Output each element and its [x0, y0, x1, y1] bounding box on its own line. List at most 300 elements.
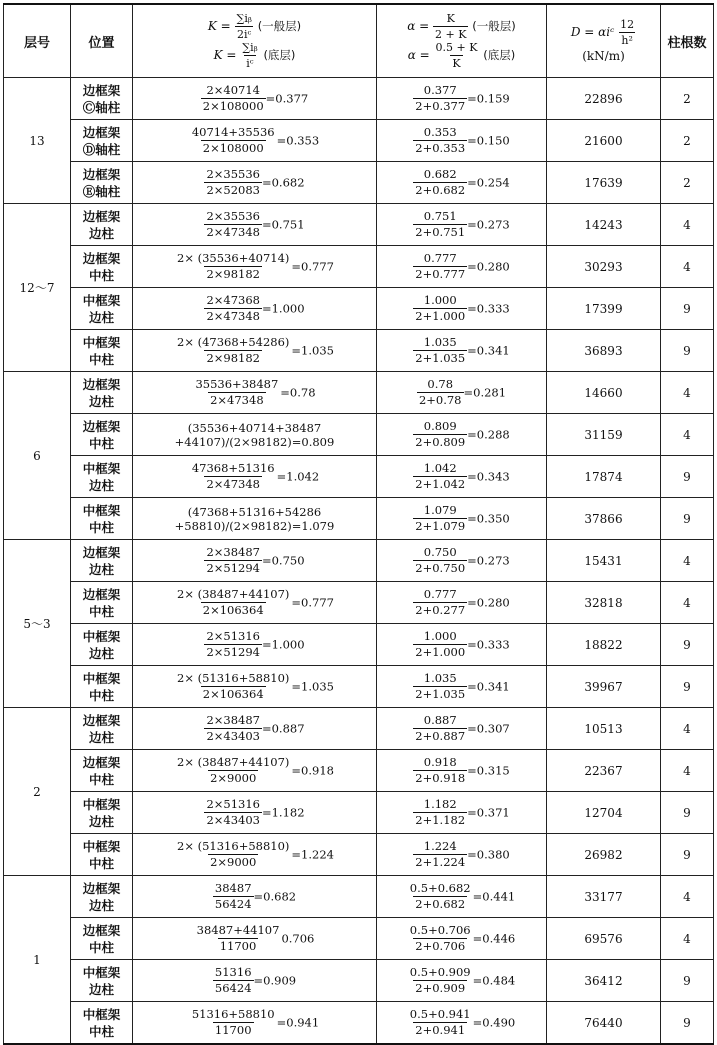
alpha-value: =0.350	[467, 511, 510, 526]
alpha-denominator: 2+0.909	[415, 981, 466, 995]
alpha-numerator: 0.5+0.941	[409, 1007, 471, 1021]
alpha-fraction	[413, 840, 467, 869]
k-value: =0.777	[291, 259, 334, 274]
k-cell	[133, 288, 377, 330]
position-column: 边柱	[88, 561, 114, 577]
alpha-cell	[377, 876, 547, 918]
k-denominator: 2×106364	[202, 687, 264, 701]
k-value: =0.78	[280, 385, 316, 400]
position-cell	[71, 792, 133, 834]
k-numerator: 2× (51316+58810)	[177, 671, 290, 685]
k-cell	[133, 414, 377, 456]
alpha-value: =0.288	[467, 427, 510, 442]
k-fraction	[195, 924, 282, 953]
header-position: 位置	[71, 4, 133, 78]
k-value: =0.887	[261, 721, 305, 736]
alpha-fraction	[408, 924, 473, 953]
alpha-numerator: 0.777	[423, 251, 457, 265]
position-column: 边柱	[88, 813, 114, 829]
alpha-value: =0.315	[467, 763, 510, 778]
d-value-cell: 31159	[547, 414, 661, 456]
d-value-cell: 12704	[547, 792, 661, 834]
column-count-cell: 9	[661, 792, 714, 834]
k-numerator: 2×40714	[206, 83, 260, 97]
k-denominator: 56424	[214, 897, 252, 911]
position-frame: 边框架	[82, 124, 121, 140]
k-value: =0.353	[276, 133, 320, 148]
alpha-denominator: 2+1.000	[415, 309, 466, 323]
position-column: 中柱	[88, 855, 114, 871]
alpha-fraction	[413, 588, 467, 617]
position-frame: 边框架	[82, 922, 121, 938]
alpha-cell	[377, 120, 547, 162]
alpha-numerator: 0.682	[423, 167, 457, 181]
alpha-fraction	[408, 1008, 473, 1037]
column-count-cell: 4	[661, 204, 714, 246]
position-column: Ⓔ轴柱	[82, 183, 121, 199]
alpha-cell	[377, 498, 547, 540]
alpha-denominator: 2+1.042	[415, 477, 466, 491]
d-value-cell: 76440	[547, 1002, 661, 1045]
d-value-cell: 32818	[547, 582, 661, 624]
k-line-1: (47368+51316+54286	[187, 504, 322, 519]
k-fraction	[190, 126, 277, 155]
alpha-value: =0.307	[467, 721, 510, 736]
table-row	[4, 792, 714, 834]
k-fraction	[204, 546, 262, 575]
alpha-denominator: 2+0.750	[415, 561, 466, 575]
alpha-numerator: 0.5+0.706	[409, 923, 471, 937]
k-value: =0.377	[265, 91, 309, 106]
k-numerator: 2×51316	[206, 629, 260, 643]
table-row	[4, 918, 714, 960]
position-cell	[71, 918, 133, 960]
position-frame: 中框架	[82, 628, 121, 644]
k-fraction	[204, 798, 262, 827]
position-cell	[71, 1002, 133, 1045]
header-level: 层号	[4, 4, 71, 78]
k-fraction	[204, 714, 262, 743]
k-value: =0.682	[261, 175, 305, 190]
k-numerator: 40714+35536	[191, 125, 275, 139]
table-row	[4, 78, 714, 120]
k-value: =0.918	[291, 763, 334, 778]
d-value-cell: 30293	[547, 246, 661, 288]
position-frame: 中框架	[82, 502, 121, 518]
position-frame: 边框架	[82, 208, 121, 224]
header-d-formula: D = αiᶜ $\frac{12}{\text{h²}}$ (kN/m)	[547, 4, 661, 78]
position-frame: 边框架	[82, 754, 121, 770]
k-cell	[133, 330, 377, 372]
d-value-cell: 69576	[547, 918, 661, 960]
level-cell: 1	[4, 876, 71, 1045]
position-column: 中柱	[88, 351, 114, 367]
alpha-denominator: 2+0.706	[415, 939, 466, 953]
position-column: 中柱	[88, 771, 114, 787]
k-value: =0.777	[291, 595, 334, 610]
alpha-denominator: 2+0.887	[415, 729, 466, 743]
position-frame: 中框架	[82, 334, 121, 350]
k-cell	[133, 708, 377, 750]
k-denominator: 2×108000	[202, 99, 264, 113]
d-value-cell: 14660	[547, 372, 661, 414]
d-value-cell: 39967	[547, 666, 661, 708]
alpha-cell	[377, 1002, 547, 1045]
level-cell: 6	[4, 372, 71, 540]
d-value-cell: 17639	[547, 162, 661, 204]
header-count: 柱根数	[661, 4, 714, 78]
column-count-cell: 9	[661, 666, 714, 708]
k-denominator: 2×47348	[206, 309, 260, 323]
alpha-value: =0.254	[467, 175, 510, 190]
alpha-fraction	[413, 210, 467, 239]
alpha-denominator: 2+0.751	[415, 225, 466, 239]
alpha-denominator: 2+0.353	[415, 141, 466, 155]
alpha-cell	[377, 708, 547, 750]
alpha-denominator: 2+0.809	[415, 435, 466, 449]
column-count-cell: 9	[661, 498, 714, 540]
alpha-cell	[377, 750, 547, 792]
alpha-fraction	[413, 294, 467, 323]
alpha-numerator: 0.750	[423, 545, 457, 559]
alpha-cell	[377, 162, 547, 204]
header-row	[4, 4, 714, 78]
k-numerator: 35536+38487	[195, 377, 279, 391]
k-value: =0.682	[253, 889, 297, 904]
k-value: =1.000	[261, 637, 305, 652]
alpha-value: =0.273	[467, 217, 510, 232]
position-frame: 中框架	[82, 838, 121, 854]
k-value: =0.941	[276, 1015, 320, 1030]
alpha-denominator: 2+1.079	[415, 519, 466, 533]
k-fraction	[204, 168, 262, 197]
position-column: 中柱	[88, 939, 114, 955]
position-cell	[71, 960, 133, 1002]
k-fraction	[175, 756, 291, 785]
alpha-denominator: 2+0.277	[415, 603, 466, 617]
position-frame: 边框架	[82, 166, 121, 182]
position-column: 中柱	[88, 435, 114, 451]
d-value-cell: 17399	[547, 288, 661, 330]
column-count-cell: 9	[661, 1002, 714, 1045]
k-fraction	[201, 84, 266, 113]
table-row	[4, 456, 714, 498]
alpha-value: =0.484	[472, 973, 516, 988]
table-row	[4, 624, 714, 666]
k-fraction	[204, 630, 262, 659]
alpha-fraction	[413, 714, 467, 743]
position-cell	[71, 666, 133, 708]
alpha-cell	[377, 960, 547, 1002]
d-value-cell: 22896	[547, 78, 661, 120]
position-column: 边柱	[88, 477, 114, 493]
d-value-cell: 18822	[547, 624, 661, 666]
position-column: 边柱	[88, 897, 114, 913]
position-cell	[71, 750, 133, 792]
alpha-numerator: 1.224	[423, 839, 457, 853]
table-row	[4, 876, 714, 918]
alpha-fraction	[413, 546, 467, 575]
column-count-cell: 2	[661, 78, 714, 120]
position-column: 边柱	[88, 981, 114, 997]
position-cell	[71, 834, 133, 876]
alpha-value: =0.343	[467, 469, 510, 484]
position-cell	[71, 540, 133, 582]
alpha-cell	[377, 540, 547, 582]
alpha-fraction	[413, 84, 467, 113]
position-frame: 中框架	[82, 796, 121, 812]
k-denominator: 56424	[214, 981, 252, 995]
column-count-cell: 4	[661, 246, 714, 288]
level-cell: 5～3	[4, 540, 71, 708]
position-cell	[71, 498, 133, 540]
k-value: =1.224	[291, 847, 334, 862]
position-frame: 边框架	[82, 82, 121, 98]
k-numerator: 2×35536	[206, 209, 260, 223]
position-frame: 中框架	[82, 1006, 121, 1022]
k-cell	[133, 498, 377, 540]
k-cell	[133, 918, 377, 960]
column-count-cell: 4	[661, 750, 714, 792]
position-frame: 边框架	[82, 586, 121, 602]
alpha-fraction	[408, 882, 473, 911]
k-line-2: +44107)/(2×98182)=0.809	[174, 434, 335, 449]
table-row	[4, 246, 714, 288]
alpha-numerator: 0.353	[423, 125, 457, 139]
k-denominator: 2×9000	[210, 771, 257, 785]
k-cell	[133, 246, 377, 288]
column-count-cell: 9	[661, 960, 714, 1002]
alpha-fraction	[408, 966, 473, 995]
position-cell	[71, 708, 133, 750]
column-count-cell: 4	[661, 708, 714, 750]
alpha-denominator: 2+1.224	[415, 855, 466, 869]
k-line-2: +58810)/(2×98182)=1.079	[174, 518, 335, 533]
alpha-numerator: 0.918	[423, 755, 457, 769]
table-row	[4, 288, 714, 330]
alpha-value: =0.273	[467, 553, 510, 568]
position-column: Ⓒ轴柱	[82, 99, 121, 115]
k-numerator: 47368+51316	[191, 461, 275, 475]
header-alpha-formula: α = $\frac{K}{2 + K}$ (一般层) α = $\frac{0.5 + K}{K}$ (底层)	[377, 4, 547, 78]
k-denominator: 2×108000	[202, 141, 264, 155]
k-cell	[133, 876, 377, 918]
k-denominator: 2×47348	[206, 477, 260, 491]
position-cell	[71, 246, 133, 288]
k-denominator: 2×43403	[206, 729, 260, 743]
d-value-cell: 22367	[547, 750, 661, 792]
k-denominator: 2×98182	[206, 351, 260, 365]
k-cell	[133, 372, 377, 414]
k-fraction	[190, 462, 277, 491]
position-column: 中柱	[88, 267, 114, 283]
k-cell	[133, 120, 377, 162]
table-row	[4, 330, 714, 372]
position-column: 边柱	[88, 393, 114, 409]
alpha-cell	[377, 792, 547, 834]
k-value: =0.909	[253, 973, 297, 988]
position-cell	[71, 372, 133, 414]
alpha-denominator: 2+1.182	[415, 813, 466, 827]
stiffness-table	[3, 3, 714, 1045]
column-count-cell: 4	[661, 918, 714, 960]
d-value-cell: 37866	[547, 498, 661, 540]
position-frame: 边框架	[82, 250, 121, 266]
d-value-cell: 15431	[547, 540, 661, 582]
table-row	[4, 666, 714, 708]
alpha-denominator: 2+0.918	[415, 771, 466, 785]
column-count-cell: 9	[661, 330, 714, 372]
column-count-cell: 4	[661, 540, 714, 582]
table-row	[4, 414, 714, 456]
alpha-numerator: 1.182	[423, 797, 457, 811]
k-denominator: 2×43403	[206, 813, 260, 827]
k-numerator: 2× (35536+40714)	[177, 251, 290, 265]
alpha-cell	[377, 918, 547, 960]
column-count-cell: 2	[661, 120, 714, 162]
column-count-cell: 2	[661, 162, 714, 204]
column-count-cell: 9	[661, 624, 714, 666]
level-cell: 2	[4, 708, 71, 876]
alpha-numerator: 0.377	[423, 83, 457, 97]
d-value-cell: 17874	[547, 456, 661, 498]
k-fraction	[193, 378, 280, 407]
position-column: 边柱	[88, 729, 114, 745]
d-value-cell: 10513	[547, 708, 661, 750]
alpha-denominator: 2+0.377	[415, 99, 466, 113]
alpha-value: =0.280	[467, 259, 510, 274]
k-fraction	[175, 840, 291, 869]
k-numerator: 2× (51316+58810)	[177, 839, 290, 853]
column-count-cell: 4	[661, 414, 714, 456]
k-cell	[133, 78, 377, 120]
k-cell	[133, 750, 377, 792]
k-numerator: 2× (38487+44107)	[177, 755, 290, 769]
header-k-formula: K = $\frac{\text{∑iᵦ}}{\text{2iᶜ}}$ (一般层) K = $\frac{\text{∑iᵦ}}{\text{iᶜ}}$ (底层)	[133, 4, 377, 78]
alpha-value: =0.371	[467, 805, 510, 820]
k-numerator: 2×38487	[206, 545, 260, 559]
k-fraction	[175, 336, 291, 365]
position-cell	[71, 624, 133, 666]
alpha-fraction	[413, 252, 467, 281]
alpha-value: =0.446	[472, 931, 516, 946]
position-column: 中柱	[88, 1023, 114, 1039]
alpha-cell	[377, 288, 547, 330]
alpha-value: =0.380	[467, 847, 510, 862]
position-cell	[71, 162, 133, 204]
alpha-numerator: 1.035	[423, 335, 457, 349]
alpha-cell	[377, 582, 547, 624]
k-fraction	[213, 882, 254, 911]
d-value-cell: 36412	[547, 960, 661, 1002]
k-numerator: 2×35536	[206, 167, 260, 181]
column-count-cell: 9	[661, 456, 714, 498]
alpha-value: =0.490	[472, 1015, 516, 1030]
alpha-cell	[377, 624, 547, 666]
table-row	[4, 540, 714, 582]
position-frame: 边框架	[82, 376, 121, 392]
position-frame: 中框架	[82, 964, 121, 980]
table-row	[4, 372, 714, 414]
k-cell	[133, 624, 377, 666]
k-value: =1.042	[276, 469, 320, 484]
k-fraction	[175, 672, 291, 701]
column-count-cell: 4	[661, 582, 714, 624]
k-fraction	[213, 966, 254, 995]
alpha-value: =0.341	[467, 679, 510, 694]
k-fraction	[190, 1008, 277, 1037]
table-row	[4, 498, 714, 540]
d-value-cell: 26982	[547, 834, 661, 876]
alpha-fraction	[413, 756, 467, 785]
position-frame: 边框架	[82, 544, 121, 560]
alpha-value: =0.150	[467, 133, 510, 148]
alpha-denominator: 2+0.682	[415, 183, 466, 197]
alpha-cell	[377, 414, 547, 456]
position-frame: 中框架	[82, 460, 121, 476]
alpha-fraction	[413, 336, 467, 365]
alpha-cell	[377, 456, 547, 498]
alpha-value: =0.159	[467, 91, 510, 106]
position-column: Ⓓ轴柱	[82, 141, 121, 157]
position-column: 边柱	[88, 225, 114, 241]
k-fraction	[175, 252, 291, 281]
alpha-numerator: 1.042	[423, 461, 457, 475]
table-row	[4, 834, 714, 876]
alpha-cell	[377, 246, 547, 288]
table-row	[4, 1002, 714, 1045]
k-fraction	[204, 210, 262, 239]
position-column: 中柱	[88, 687, 114, 703]
k-denominator: 2×106364	[202, 603, 264, 617]
alpha-numerator: 0.78	[427, 377, 454, 391]
alpha-denominator: 2+1.035	[415, 687, 466, 701]
alpha-cell	[377, 372, 547, 414]
k-value: =1.035	[291, 343, 334, 358]
level-cell: 12～7	[4, 204, 71, 372]
d-value-cell: 36893	[547, 330, 661, 372]
k-denominator: 2×52083	[206, 183, 260, 197]
alpha-cell	[377, 78, 547, 120]
k-cell	[133, 540, 377, 582]
alpha-numerator: 0.809	[423, 419, 457, 433]
table-row	[4, 582, 714, 624]
k-cell	[133, 1002, 377, 1045]
alpha-value: =0.341	[467, 343, 510, 358]
alpha-value: =0.441	[472, 889, 516, 904]
table-body	[4, 78, 714, 1045]
position-frame: 边框架	[82, 712, 121, 728]
position-frame: 边框架	[82, 880, 121, 896]
alpha-numerator: 0.751	[423, 209, 457, 223]
k-cell	[133, 204, 377, 246]
k-denominator: 2×47348	[210, 393, 264, 407]
k-denominator: 11700	[219, 939, 257, 953]
column-count-cell: 4	[661, 876, 714, 918]
alpha-numerator: 1.000	[423, 629, 457, 643]
alpha-denominator: 2+0.78	[418, 393, 462, 407]
k-numerator: 2×38487	[206, 713, 260, 727]
position-frame: 边框架	[82, 418, 121, 434]
alpha-numerator: 0.5+0.682	[409, 881, 471, 895]
k-numerator: 2× (38487+44107)	[177, 587, 290, 601]
alpha-numerator: 1.000	[423, 293, 457, 307]
column-count-cell: 4	[661, 372, 714, 414]
k-denominator: 11700	[214, 1023, 252, 1037]
alpha-fraction	[413, 420, 467, 449]
position-cell	[71, 876, 133, 918]
position-cell	[71, 330, 133, 372]
